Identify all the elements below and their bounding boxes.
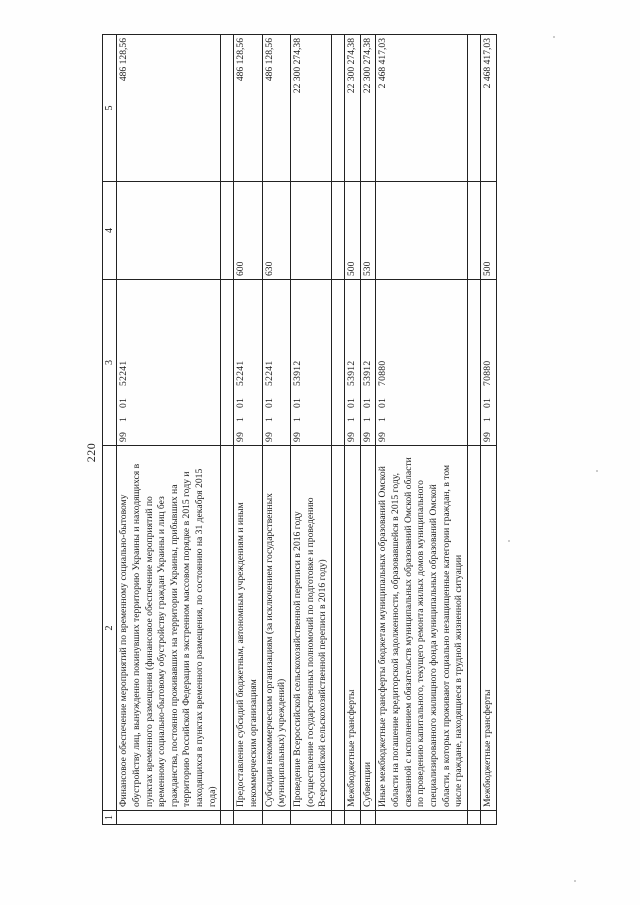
expense-name: Финансовое обеспечение мероприятий по временному социально-бытовому обустройству лиц, вынужденно покинувших территорию Украины и находящихся в пунктах временного размещения (финансовое обеспечение мероприятий по временному социально-бытовому обустройству граждан Украины и лиц без гражданства, постоянно проживавших на территории Украины, прибывших на территорию Российской Федерации в экстренном массовом порядке в 2015 году и находящихся в пунктах временного размещения, по состоянию на 31 декабря 2015 года)	[117, 446, 221, 811]
code-program: 99	[346, 431, 358, 442]
budget-code	[480, 280, 496, 446]
code-direction: 70880	[377, 360, 389, 386]
code-event: 01	[118, 397, 130, 408]
table-header-row	[103, 35, 117, 825]
column-header: 2	[103, 446, 117, 811]
code-event: 01	[481, 397, 493, 408]
code-direction: 52241	[263, 360, 275, 386]
expense-type: 500	[480, 182, 496, 280]
table-row	[345, 35, 361, 825]
code-direction: 52241	[118, 360, 130, 386]
column-header: 3	[103, 280, 117, 446]
code-program: 99	[361, 431, 373, 442]
expense-type: 500	[345, 182, 361, 280]
code-subprogram: 1	[346, 416, 358, 422]
budget-code	[117, 280, 221, 446]
column-header: 4	[103, 182, 117, 280]
expense-type	[376, 182, 468, 280]
amount: 2 468 417,03	[480, 35, 496, 182]
scan-speck	[596, 470, 598, 472]
code-event: 01	[361, 397, 373, 408]
expense-name: Проведение Всероссийской сельскохозяйственной переписи в 2016 году (осуществление государственных полномочий по подготовке и проведению Всероссийской сельскохозяйственной переписи в 2016 году)	[291, 446, 332, 811]
amount: 486 128,56	[117, 35, 221, 182]
budget-code	[291, 280, 332, 446]
code-event: 01	[292, 397, 304, 408]
code-program: 99	[263, 431, 275, 442]
table-row	[376, 35, 468, 825]
amount: 2 468 417,03	[376, 35, 468, 182]
code-direction: 53912	[346, 360, 358, 386]
code-subprogram: 1	[377, 416, 389, 422]
table-row	[291, 35, 332, 825]
budget-code	[234, 280, 262, 446]
code-event: 01	[263, 397, 275, 408]
code-program: 99	[235, 431, 247, 442]
code-direction: 53912	[361, 360, 373, 386]
expense-type	[117, 182, 221, 280]
scan-speck	[553, 36, 555, 38]
expense-name: Предоставление субсидий бюджетным, автономным учреждениям и иным некоммерческим организациям	[234, 446, 262, 811]
code-subprogram: 1	[361, 416, 373, 422]
table-row	[262, 35, 290, 825]
spacer-row	[221, 35, 234, 825]
code-event: 01	[377, 397, 389, 408]
scan-speck	[574, 880, 576, 882]
table-row	[234, 35, 262, 825]
code-program: 99	[481, 431, 493, 442]
expense-type: 600	[234, 182, 262, 280]
code-subprogram: 1	[263, 416, 275, 422]
code-program: 99	[292, 431, 304, 442]
code-subprogram: 1	[481, 416, 493, 422]
code-event: 01	[346, 397, 358, 408]
code-subprogram: 1	[235, 416, 247, 422]
expense-name: Субвенции	[360, 446, 376, 811]
budget-code	[345, 280, 361, 446]
amount: 486 128,56	[234, 35, 262, 182]
table-row	[117, 35, 221, 825]
column-header: 1	[103, 811, 117, 825]
expense-type: 530	[360, 182, 376, 280]
budget-code	[376, 280, 468, 446]
code-direction: 52241	[235, 360, 247, 386]
expense-name: Межбюджетные трансферты	[480, 446, 496, 811]
code-program: 99	[377, 431, 389, 442]
code-subprogram: 1	[118, 416, 130, 422]
expense-type	[291, 182, 332, 280]
page-number: 220	[84, 442, 98, 463]
amount: 22 300 274,38	[345, 35, 361, 182]
expense-name: Межбюджетные трансферты	[345, 446, 361, 811]
table-row	[480, 35, 496, 825]
amount: 22 300 274,38	[291, 35, 332, 182]
spacer-row	[467, 35, 480, 825]
budget-code	[360, 280, 376, 446]
budget-table	[102, 34, 497, 825]
code-subprogram: 1	[292, 416, 304, 422]
spacer-row	[332, 35, 345, 825]
amount: 22 300 274,38	[360, 35, 376, 182]
code-program: 99	[118, 431, 130, 442]
column-header: 5	[103, 35, 117, 182]
scan-speck	[508, 540, 510, 542]
expense-name: Иные межбюджетные трансферты бюджетам муниципальных образований Омской области на погашение кредиторской задолженности, образовавшейся в 2015 году, связанной с исполнением обязательств муниципальных образований Омской области по проведению капитального, текущего ремонта жилых домов муниципального специализированного жилищного фонда муниципальных образований Омской области, в которых проживают социально незащищенные категории граждан, в том числе граждане, находящиеся в трудной жизненной ситуации	[376, 446, 468, 811]
code-direction: 70880	[481, 360, 493, 386]
amount: 486 128,56	[262, 35, 290, 182]
code-direction: 53912	[292, 360, 304, 386]
expense-name: Субсидии некоммерческим организациям (за исключением государственных (муниципальных) учреждений)	[262, 446, 290, 811]
table-row	[360, 35, 376, 825]
expense-type: 630	[262, 182, 290, 280]
code-event: 01	[235, 397, 247, 408]
budget-code	[262, 280, 290, 446]
